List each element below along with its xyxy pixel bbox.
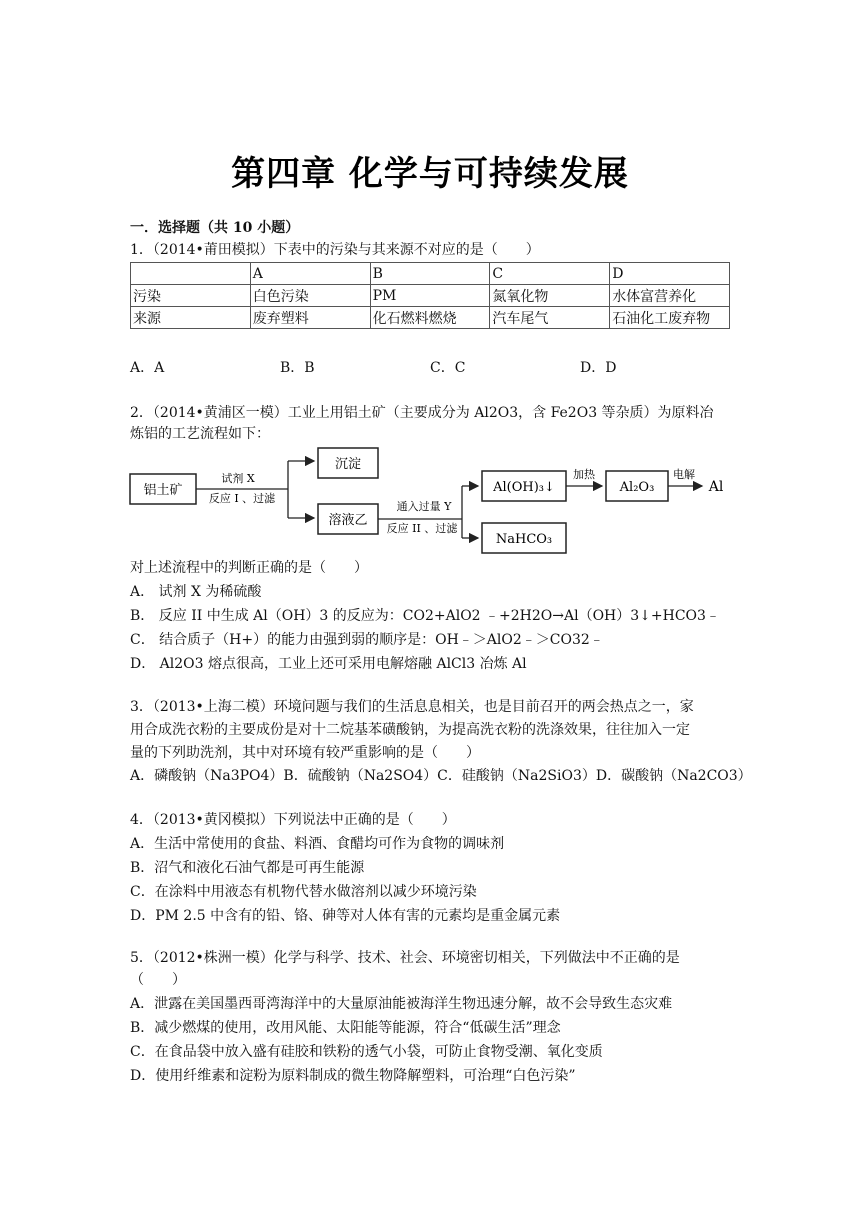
- label-aloh3: Al(OH)₃↓: [493, 480, 555, 495]
- q5-stem-line-1: 5．（2012•株洲一模）化学与科学、技术、社会、环境密切相关，下列做法中不正确的是: [130, 950, 680, 966]
- q1-stem: 1．（2014•莆田模拟）下表中的污染与其来源不对应的是（ ）: [130, 242, 540, 258]
- table-cell: [131, 263, 251, 285]
- table-cell: 氮氧化物: [490, 285, 610, 307]
- label-nahco3: NaHCO₃: [495, 532, 553, 547]
- q1-option-c[interactable]: C．C: [430, 360, 466, 376]
- section-heading: 一．选择题（共 10 小题）: [130, 220, 300, 236]
- table-cell: 水体富营养化: [610, 285, 730, 307]
- label-step2: 反应 II 、过滤: [386, 522, 458, 535]
- q5-option-a[interactable]: A．泄露在美国墨西哥湾海洋中的大量原油能被海洋生物迅速分解，故不会导致生态灾难: [130, 996, 673, 1012]
- q4-option-c[interactable]: C．在涂料中用液态有机物代替水做溶剂以减少环境污染: [130, 884, 477, 900]
- q2-stem-line-2: 炼铝的工艺流程如下：: [130, 426, 270, 442]
- q3-stem-line-3: 量的下列助洗剂，其中对环境有较严重影响的是（ ）: [130, 745, 480, 761]
- table-row: [131, 307, 730, 329]
- q3-stem-line-1: 3．（2013•上海二模）环境问题与我们的生活息息相关，也是目前召开的两会热点之一，家: [130, 699, 694, 715]
- label-al: Al: [708, 479, 724, 495]
- q1-option-a[interactable]: A．A: [130, 360, 165, 376]
- table-cell: 汽车尾气: [490, 307, 610, 329]
- q2-option-a[interactable]: A． 试剂 X 为稀硫酸: [130, 584, 262, 600]
- q2-stem-line-1: 2．（2014•黄浦区一模）工业上用铝土矿（主要成分为 Al2O3，含 Fe2O3 等杂质）为原料冶: [130, 405, 714, 421]
- label-bauxite: 铝土矿: [143, 483, 183, 498]
- q2-option-d[interactable]: D． Al2O3 熔点很高，工业上还可采用电解熔融 AlCl3 冶炼 Al: [130, 656, 527, 672]
- q4-stem: 4．（2013•黄冈模拟）下列说法中正确的是（ ）: [130, 812, 456, 828]
- table-cell: A: [250, 263, 370, 285]
- table-cell: 废弃塑料: [250, 307, 370, 329]
- label-al2o3: Al₂O₃: [619, 480, 655, 495]
- table-cell: 来源: [131, 307, 251, 329]
- label-add-y: 通入过量 Y: [396, 500, 452, 513]
- table-cell: D: [610, 263, 730, 285]
- q5-stem-line-2: （ ）: [130, 972, 186, 988]
- q2-option-b[interactable]: B． 反应 II 中生成 Al（OH）3 的反应为：CO2+AlO2 ﹣+2H2O→Al（OH）3↓+HCO3﹣: [130, 608, 720, 624]
- q4-option-a[interactable]: A．生活中常使用的食盐、料酒、食醋均可作为食物的调味剂: [130, 836, 505, 852]
- table-cell: B: [370, 263, 490, 285]
- q4-option-b[interactable]: B．沼气和液化石油气都是可再生能源: [130, 860, 365, 876]
- process-flow-diagram: [128, 446, 728, 556]
- label-solution: 溶液乙: [328, 513, 368, 528]
- label-reagent-x: 试剂 X: [221, 472, 255, 485]
- table-cell: 白色污染: [250, 285, 370, 307]
- page-title: 第四章 化学与可持续发展: [231, 154, 629, 194]
- q1-option-b[interactable]: B．B: [280, 360, 315, 376]
- table-cell: 化石燃料燃烧: [370, 307, 490, 329]
- label-heat: 加热: [573, 468, 595, 481]
- q5-option-b[interactable]: B．减少燃煤的使用，改用风能、太阳能等能源，符合“低碳生活”理念: [130, 1020, 561, 1036]
- q5-option-d[interactable]: D．使用纤维素和淀粉为原料制成的微生物降解塑料，可治理“白色污染”: [130, 1068, 576, 1084]
- table-row: [131, 285, 730, 307]
- q3-stem-line-2: 用合成洗衣粉的主要成份是对十二烷基苯磺酸钠，为提高洗衣粉的洗涤效果，往往加入一定: [130, 722, 690, 738]
- q2-option-c[interactable]: C． 结合质子（H+）的能力由强到弱的顺序是：OH﹣＞AlO2﹣＞CO32﹣: [130, 632, 604, 648]
- q1-options: [130, 357, 730, 377]
- label-step1: 反应 I 、过滤: [208, 492, 276, 505]
- table-row: [131, 263, 730, 285]
- table-cell: 污染: [131, 285, 251, 307]
- q1-table: [130, 262, 730, 329]
- q2-question: 对上述流程中的判断正确的是（ ）: [130, 560, 368, 576]
- table-cell: C: [490, 263, 610, 285]
- q3-options[interactable]: A．磷酸钠（Na3PO4）B．硫酸钠（Na2SO4）C．硅酸钠（Na2SiO3）D．碳酸钠（Na2CO3）: [130, 768, 752, 784]
- q4-option-d[interactable]: D．PM 2.5 中含有的铅、铬、砷等对人体有害的元素均是重金属元素: [130, 908, 561, 924]
- q5-option-c[interactable]: C．在食品袋中放入盛有硅胶和铁粉的透气小袋，可防止食物受潮、氧化变质: [130, 1044, 603, 1060]
- table-cell: 石油化工废弃物: [610, 307, 730, 329]
- label-precipitate: 沉淀: [334, 457, 362, 472]
- table-cell: PM: [370, 285, 490, 307]
- q1-option-d[interactable]: D．D: [580, 360, 617, 376]
- label-electrolysis: 电解: [673, 468, 695, 481]
